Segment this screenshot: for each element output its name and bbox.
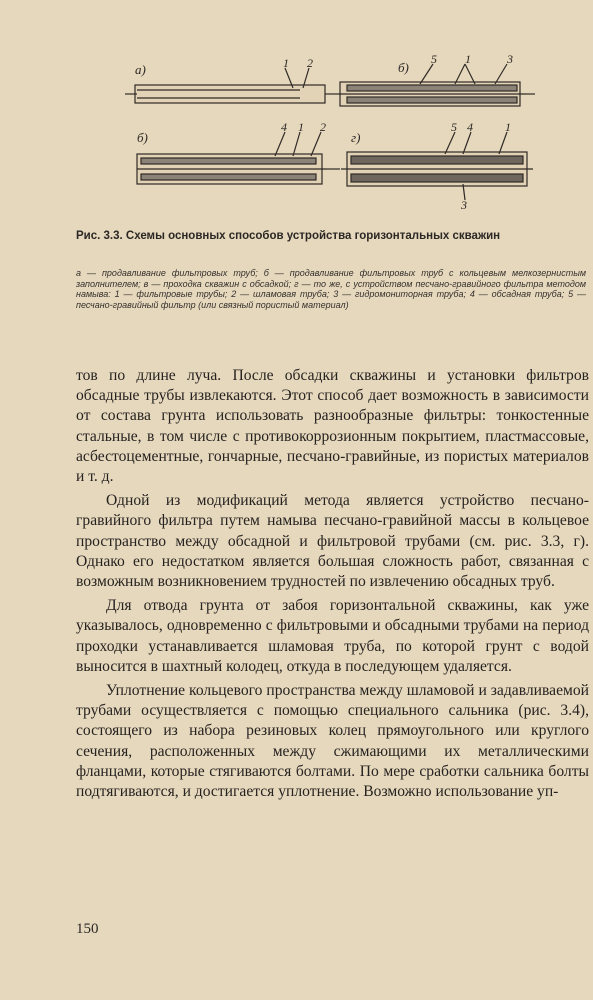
callout-label: 1	[283, 56, 289, 70]
paragraph: Одной из модификаций метода является устройство песчано-гравийного фильтра путем намыва песчано-гравийной массы в кольцевое пространство между обсадной и фильтровой трубами (см. рис. 3.3, г). Однако его недостатком является большая сложность работ, связанная с возможным возникновением трудностей по извлечению обсадных труб.	[76, 492, 589, 591]
panel-label-b-top: б)	[398, 60, 409, 75]
figure-caption-legend: а — продавливание фильтровых труб; б — продавливание фильтровых труб с кольцевым мелкозернистым заполнителем; в — проходка скважин с обсадкой; г — то же, с устройством песчано-гравийного фильтра методом намыва: 1 — фильтровые трубы; 2 — шламовая труба; 3 — гидромониторная труба; 4 — обсадная труба; 5 — песчано-гравийный фильтр (или связный пористый материал)	[76, 268, 586, 310]
callout-label: 1	[298, 120, 304, 134]
paragraph: Уплотнение кольцевого пространства между шламовой и задавливаемой трубами осуществляется с помощью специального сальника (рис. 3.4), состоящего из набора резиновых колец прямоугольного или круглого сечения, расположенных между сжимающими их металлическими фланцами, которые стягиваются болтами. По мере сработки сальника болты подтягиваются, и достигается уплотнение. Возможно использование уп-	[76, 682, 589, 801]
scheme-v	[137, 132, 340, 184]
callout-label: 2	[307, 56, 313, 70]
callout-label: 5	[431, 52, 437, 66]
paragraph: Для отвода грунта от забоя горизонтальной скважины, как уже указывалось, одновременно с фильтровыми и обсадными трубами на период проходки устанавливается шламовая труба, по которой грунт с водой выносится в шахтный колодец, откуда в последующем удаляется.	[76, 597, 589, 675]
figure-3-3	[115, 52, 580, 222]
scheme-g	[341, 132, 533, 200]
body-text	[76, 366, 589, 802]
well-schemes-drawing	[115, 52, 580, 222]
scheme-b-top	[340, 64, 535, 106]
callout-label: 4	[281, 120, 287, 134]
panel-label-a: а)	[135, 62, 146, 77]
callout-label: 4	[467, 120, 473, 134]
callout-label: 3	[461, 198, 467, 212]
callout-label: 5	[451, 120, 457, 134]
panel-label-b-bottom: б)	[137, 130, 148, 145]
paragraph: тов по длине луча. После обсадки скважины и установки фильтров обсадные трубы извлекаются. Этот способ дает возможность в зависимости от состава грунта использовать разнообразные фильтры: тонкостенные стальные, в том числе с противокоррозионным покрытием, пластмассовые, асбестоцементные, гончарные, песчано-гравийные, из пористых материалов и т. д.	[76, 367, 589, 486]
figure-caption-title: Рис. 3.3. Схемы основных способов устройства горизонтальных скважин	[76, 230, 501, 242]
callout-label: 3	[507, 52, 513, 66]
scheme-a	[125, 68, 340, 103]
callout-label: 1	[505, 120, 511, 134]
page-number: 150	[76, 921, 99, 937]
callout-label: 1	[465, 52, 471, 66]
callout-label: 2	[320, 120, 326, 134]
panel-label-g: г)	[351, 130, 361, 145]
